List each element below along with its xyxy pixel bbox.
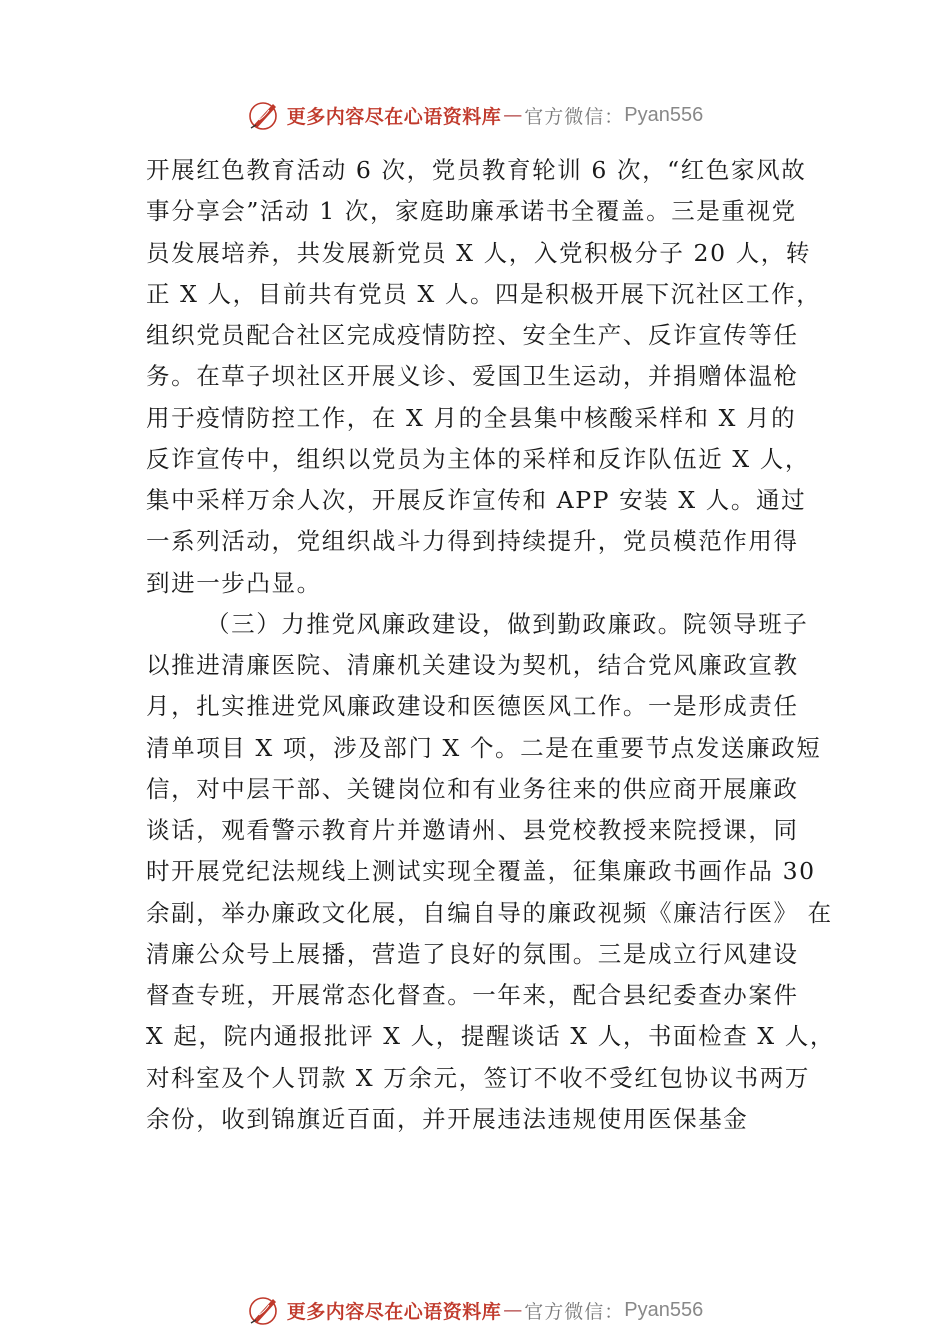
body-line: 到进一步凸显。 bbox=[146, 568, 322, 597]
section-heading: （三）力推党风廉政建设，做到勤政廉政。院领导班子 bbox=[206, 609, 809, 638]
body-line: 事分享会”活动 1 次，家庭助廉承诺书全覆盖。三是重视党 bbox=[146, 197, 797, 226]
footer-banner bbox=[0, 1290, 950, 1330]
body-line: 余副，举办廉政文化展，自编自导的廉政视频《廉洁行医》 在 bbox=[146, 898, 833, 927]
body-line: 集中采样万余人次，开展反诈宣传和 APP 安装 X 人。通过 bbox=[146, 486, 807, 514]
document-body bbox=[146, 150, 836, 1140]
header-text bbox=[287, 102, 704, 129]
body-line: 信，对中层干部、关键岗位和有业务往来的供应商开展廉政 bbox=[146, 774, 799, 803]
footer-text bbox=[287, 1297, 704, 1324]
body-line: 余份，收到锦旗近百面，并开展违法违规使用医保基金 bbox=[146, 1104, 749, 1133]
body-line: 时开展党纪法规线上测试实现全覆盖，征集廉政书画作品 30 bbox=[146, 857, 816, 886]
body-line: 用于疫情防控工作，在 X 月的全县集中核酸采样和 X 月的 bbox=[146, 403, 797, 432]
body-line: 月，扎实推进党风廉政建设和医德医风工作。一是形成责任 bbox=[146, 692, 799, 721]
footer-dash: — bbox=[503, 1299, 523, 1321]
body-line: 务。在草子坝社区开展义诊、爱国卫生运动，并捐赠体温枪 bbox=[146, 362, 799, 391]
body-line: X 起，院内通报批评 X 人，提醒谈话 X 人，书面检查 X 人， bbox=[146, 1022, 836, 1051]
body-line: 正 X 人，目前共有党员 X 人。四是积极开展下沉社区工作， bbox=[146, 279, 822, 308]
quill-pen-logo-icon bbox=[247, 1293, 281, 1327]
body-line: 员发展培养，共发展新党员 X 人，入党积极分子 20 人，转 bbox=[146, 238, 812, 267]
header-gray-text: 官方微信： bbox=[524, 105, 625, 128]
header-banner bbox=[0, 95, 950, 135]
footer-gray-text: 官方微信： bbox=[524, 1300, 625, 1323]
body-line: 一系列活动，党组织战斗力得到持续提升，党员模范作用得 bbox=[146, 527, 799, 556]
quill-pen-logo-icon bbox=[247, 98, 281, 132]
body-line: 反诈宣传中，组织以党员为主体的采样和反诈队伍近 X 人， bbox=[146, 444, 810, 473]
body-line: 督查专班，开展常态化督查。一年来，配合县纪委查办案件 bbox=[146, 981, 799, 1009]
footer-wechat-id: Pyan556 bbox=[624, 1298, 704, 1321]
body-line: 清廉公众号上展播，营造了良好的氛围。三是成立行风建设 bbox=[146, 939, 799, 968]
header-red-text: 更多内容尽在心语资料库 bbox=[286, 105, 502, 128]
header-wechat-id: Pyan556 bbox=[624, 103, 704, 126]
body-line: 开展红色教育活动 6 次，党员教育轮训 6 次，“红色家风故 bbox=[146, 156, 807, 184]
body-line: 组织党员配合社区完成疫情防控、安全生产、反诈宣传等任 bbox=[146, 321, 799, 349]
body-line: 以推进清廉医院、清廉机关建设为契机，结合党风廉政宣教 bbox=[146, 651, 799, 679]
body-line: 清单项目 X 项，涉及部门 X 个。二是在重要节点发送廉政短 bbox=[146, 733, 822, 762]
body-line: 谈话，观看警示教育片并邀请州、县党校教授来院授课，同 bbox=[146, 816, 799, 844]
header-dash: — bbox=[503, 104, 523, 126]
footer-red-text: 更多内容尽在心语资料库 bbox=[286, 1300, 502, 1323]
body-line: 对科室及个人罚款 X 万余元，签订不收不受红包协议书两万 bbox=[146, 1063, 810, 1092]
